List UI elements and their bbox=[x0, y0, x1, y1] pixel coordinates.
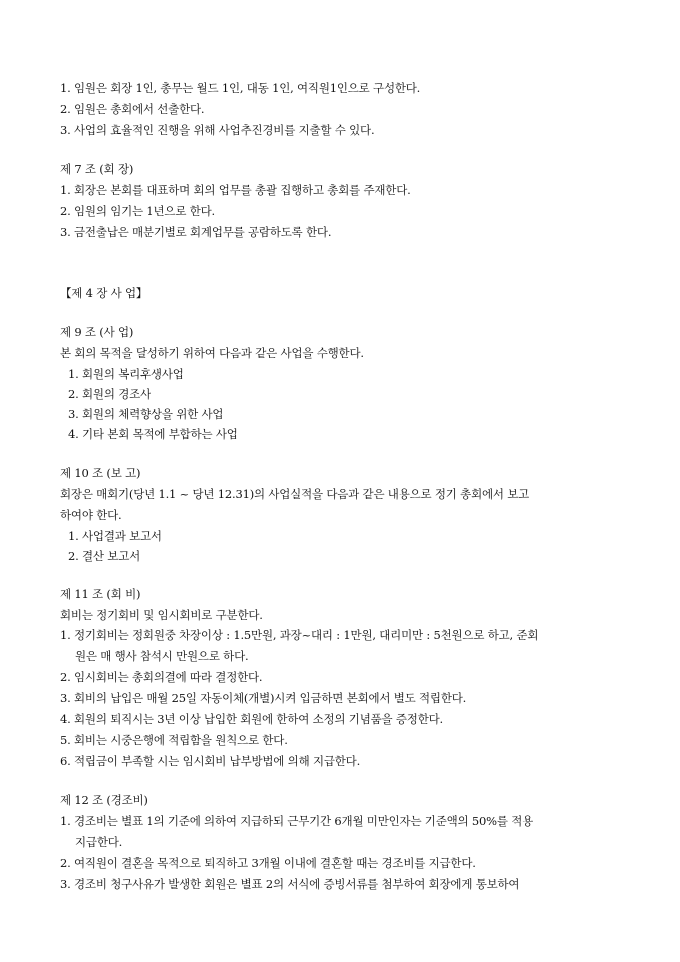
article-11-item: 6. 적립금이 부족할 시는 임시회비 납부방법에 의해 지급한다. bbox=[60, 754, 361, 768]
article-9-item: 1. 회원의 복리후생사업 bbox=[68, 367, 184, 381]
article-7-item: 2. 임원의 임기는 1년으로 한다. bbox=[60, 204, 215, 218]
article-10-intro-continued: 하여야 한다. bbox=[60, 508, 122, 522]
article-7-item: 1. 회장은 본회를 대표하며 회의 업무를 총괄 집행하고 총회를 주재한다. bbox=[60, 183, 411, 197]
article-9-intro: 본 회의 목적을 달성하기 위하여 다음과 같은 사업을 수행한다. bbox=[60, 346, 364, 360]
article-12-item: 1. 경조비는 별표 1의 기준에 의하여 지급하되 근무기간 6개월 미만인자는 기준액의 50%를 적용 bbox=[60, 814, 534, 828]
article-9-item: 4. 기타 본회 목적에 부합하는 사업 bbox=[68, 427, 238, 441]
article-10-heading: 제 10 조 (보 고) bbox=[60, 466, 141, 480]
article-6-item: 3. 사업의 효율적인 진행을 위해 사업추진경비를 지출할 수 있다. bbox=[60, 123, 375, 137]
article-11-intro: 회비는 정기회비 및 임시회비로 구분한다. bbox=[60, 608, 263, 622]
article-9-item: 2. 회원의 경조사 bbox=[68, 387, 151, 401]
article-6-item: 1. 임원은 회장 1인, 총무는 월드 1인, 대동 1인, 여직원1인으로 구성한다. bbox=[60, 81, 421, 95]
article-10-item: 1. 사업결과 보고서 bbox=[68, 529, 162, 543]
article-7-heading: 제 7 조 (회 장) bbox=[60, 162, 134, 176]
article-12-item: 2. 여직원이 결혼을 목적으로 퇴직하고 3개월 이내에 결혼할 때는 경조비를 지급한다. bbox=[60, 856, 476, 870]
article-9-heading: 제 9 조 (사 업) bbox=[60, 325, 134, 339]
article-11-item: 2. 임시회비는 총회의결에 따라 결정한다. bbox=[60, 670, 263, 684]
article-10-item: 2. 결산 보고서 bbox=[68, 549, 141, 563]
article-7-item: 3. 금전출납은 매분기별로 회계업무를 공람하도록 한다. bbox=[60, 225, 332, 239]
article-11-item: 4. 회원의 퇴직시는 3년 이상 납입한 회원에 한하여 소정의 기념품을 증정한다. bbox=[60, 712, 443, 726]
article-10-intro: 회장은 매회기(당년 1.1 ~ 당년 12.31)의 사업실적을 다음과 같은 내용으로 정기 총회에서 보고 bbox=[60, 487, 530, 501]
article-6-item: 2. 임원은 총회에서 선출한다. bbox=[60, 102, 205, 116]
article-9-item: 3. 회원의 체력향상을 위한 사업 bbox=[68, 407, 224, 421]
article-12-item: 3. 경조비 청구사유가 발생한 회원은 별표 2의 서식에 증빙서류를 첨부하여 회장에게 통보하여 bbox=[60, 877, 520, 891]
chapter-4-heading: 【제 4 장 사 업】 bbox=[60, 286, 148, 300]
article-11-item: 3. 회비의 납입은 매월 25일 자동이체(개별)시켜 입금하면 본회에서 별도 적립한다. bbox=[60, 691, 467, 705]
article-11-item: 5. 회비는 시중은행에 적립함을 원칙으로 한다. bbox=[60, 733, 288, 747]
article-12-heading: 제 12 조 (경조비) bbox=[60, 793, 148, 807]
article-12-item-continued: 지급한다. bbox=[75, 835, 123, 849]
article-11-item-continued: 원은 매 행사 참석시 만원으로 하다. bbox=[75, 649, 249, 663]
article-11-heading: 제 11 조 (회 비) bbox=[60, 587, 141, 601]
article-11-item: 1. 정기회비는 정회원중 차장이상 : 1.5만원, 과장~대리 : 1만원, 대리미만 : 5천원으로 하고, 준회 bbox=[60, 628, 539, 642]
